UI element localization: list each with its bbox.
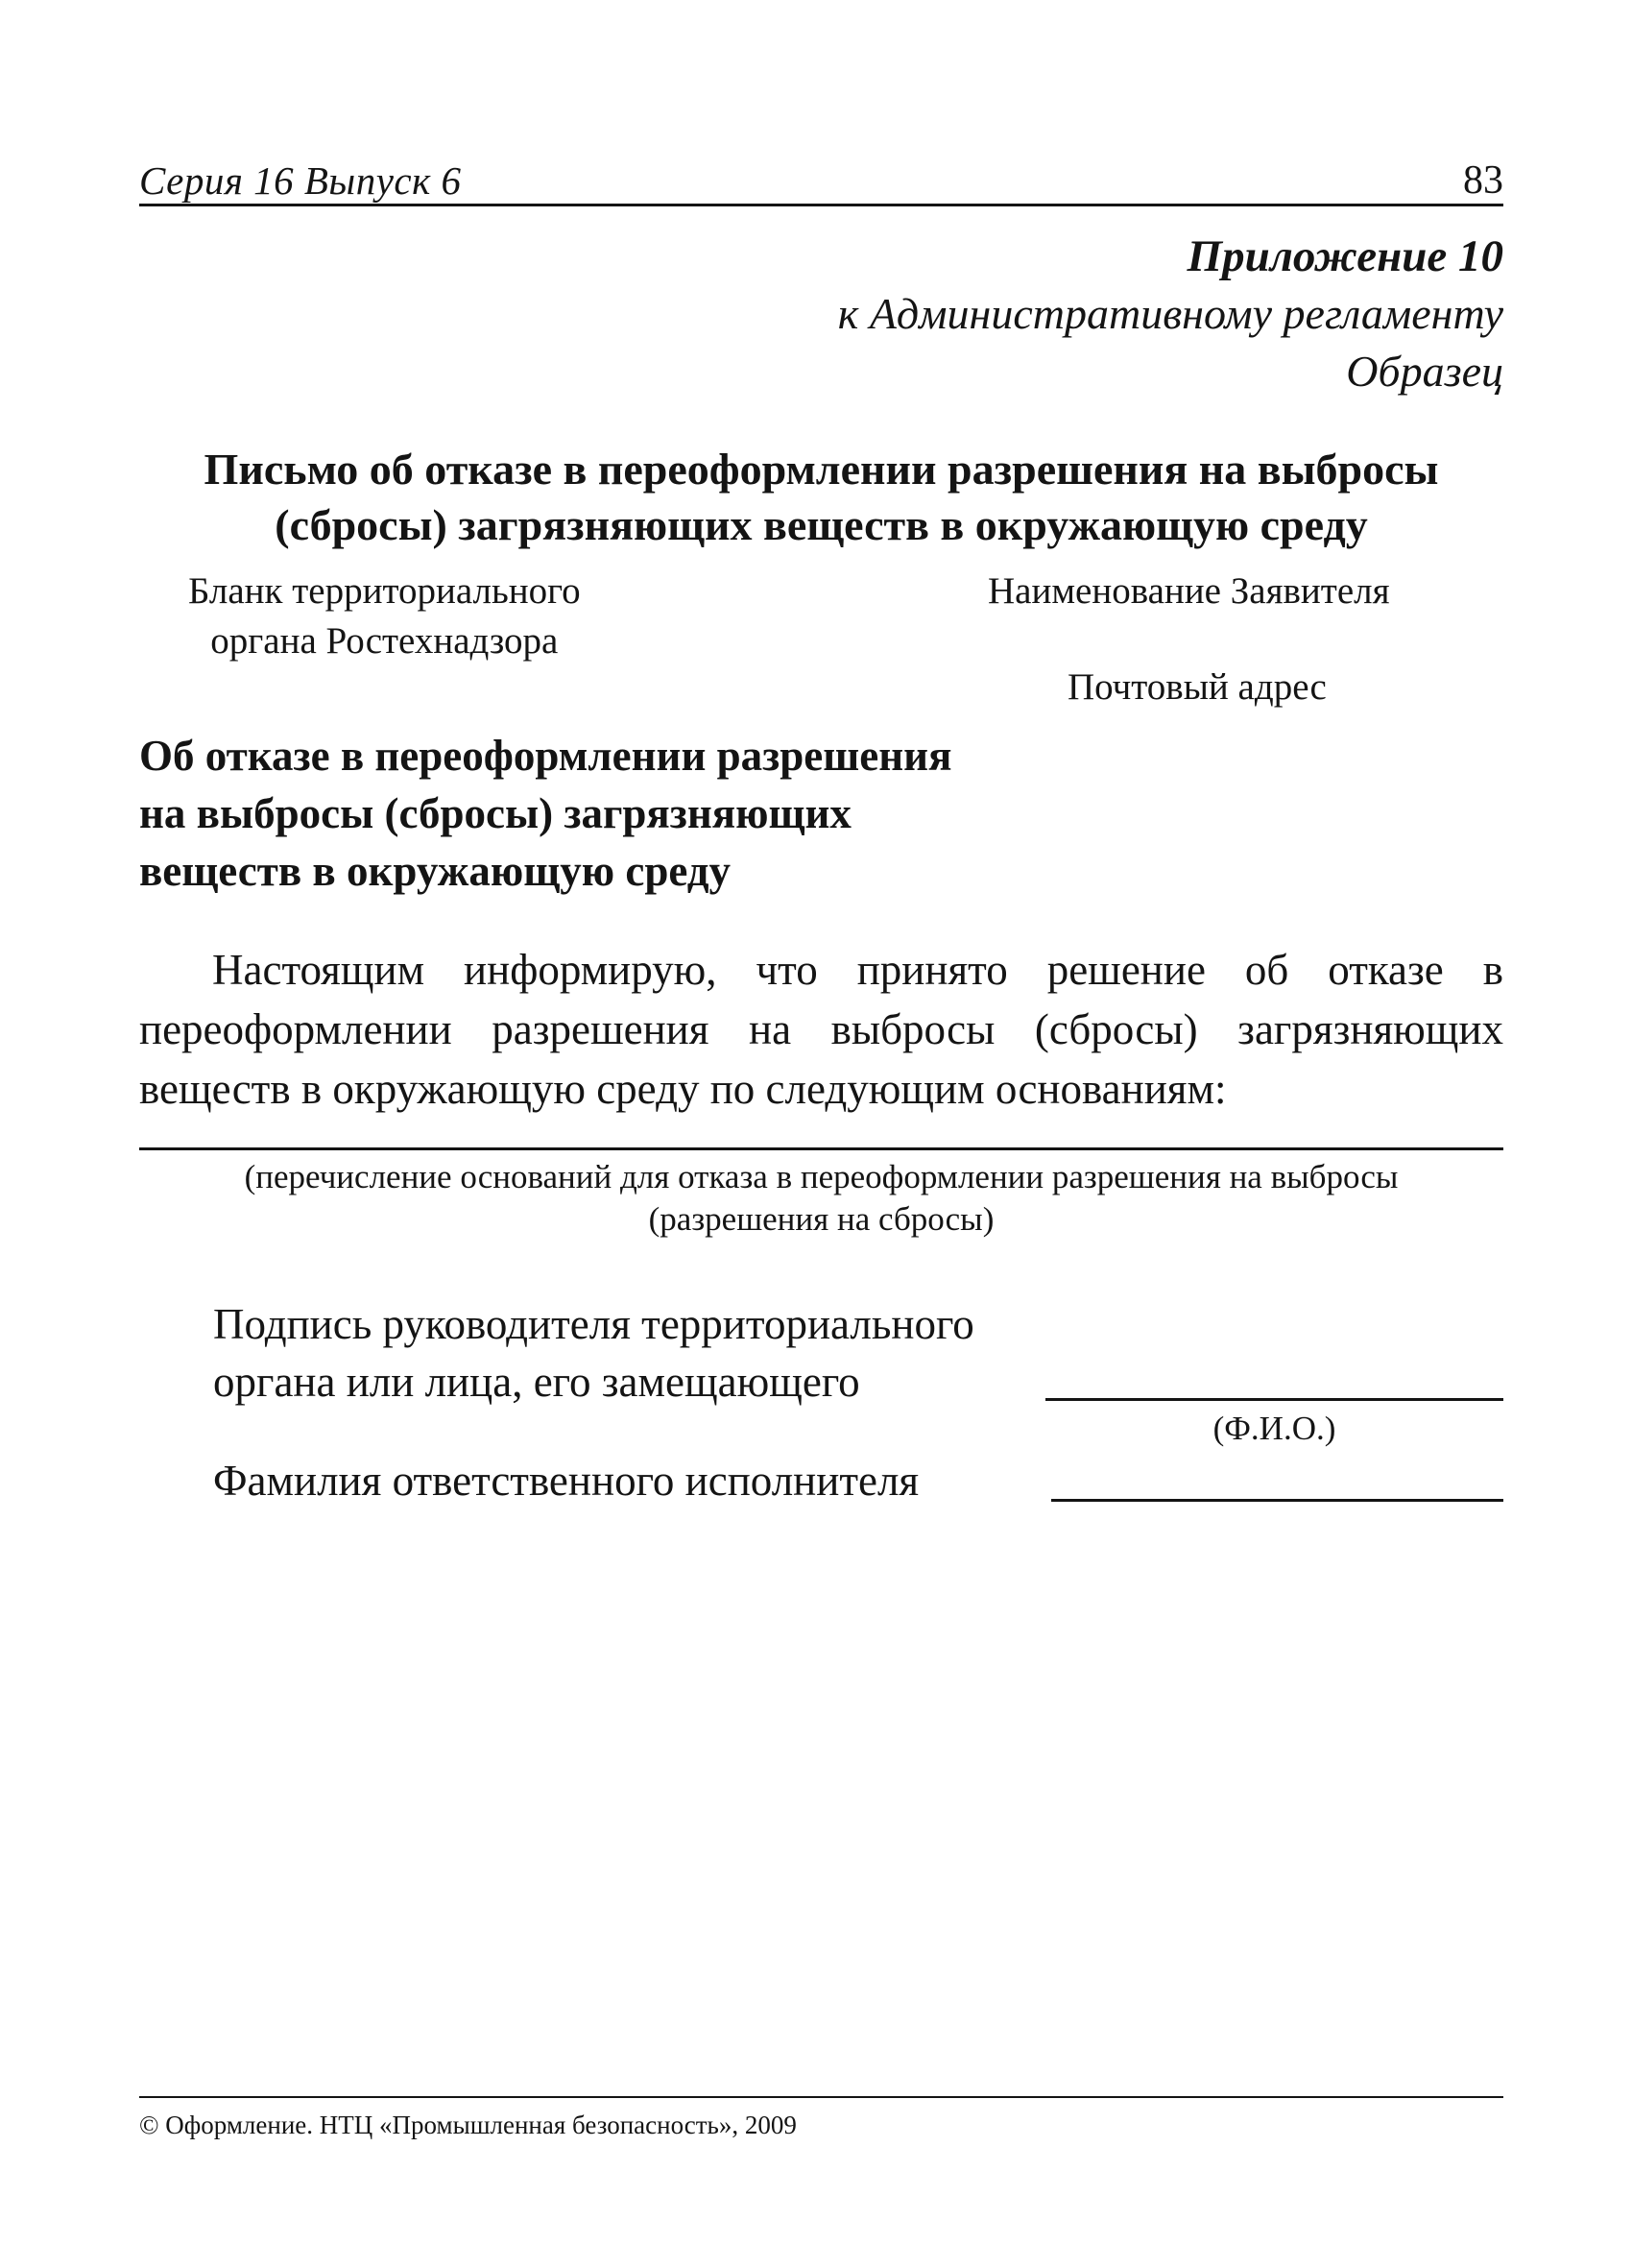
header-divider: [139, 204, 1503, 206]
signature-label-line-1: Подпись руководителя территориального: [213, 1300, 974, 1348]
appendix-title: Приложение 10: [1187, 231, 1503, 281]
signature-label-line-2: органа или лица, его замещающего: [213, 1358, 860, 1406]
executor-fill-line: [1051, 1499, 1503, 1502]
subject-line-2: на выбросы (сбросы) загрязняющих: [139, 789, 852, 837]
applicant-name-label: Наименование Заявителя: [988, 570, 1390, 612]
signature-fill-line: [1045, 1398, 1503, 1401]
signature-label: [213, 1295, 974, 1411]
letterhead-label: [188, 567, 581, 666]
letterhead-line-2: органа Ростехнадзора: [210, 620, 559, 662]
subject-line-1: Об отказе в переоформлении разрешения: [139, 732, 952, 780]
signature-name-caption: (Ф.И.О.): [1212, 1410, 1336, 1447]
document-title-line-1: Письмо об отказе в переоформлении разрешения на выбросы: [204, 445, 1439, 494]
page-number: 83: [1463, 158, 1503, 203]
postal-address-label: Почтовый адрес: [1068, 666, 1327, 708]
series-label: Серия 16 Выпуск 6: [139, 158, 462, 203]
grounds-caption: [139, 1156, 1503, 1241]
document-title-line-2: (сбросы) загрязняющих веществ в окружающую среду: [275, 500, 1368, 549]
copyright-footer: © Оформление. НТЦ «Промышленная безопасность», 2009: [139, 2111, 797, 2139]
footer-divider: [139, 2096, 1503, 2098]
grounds-fill-line: [139, 1147, 1503, 1150]
subject-heading: [139, 727, 951, 900]
body-paragraph: Настоящим информирую, что принято решение об отказе в переоформлении разрешения на выбросы (сбросы) загрязняющих веществ в окружающую среду по следующим основаниям:: [139, 946, 1503, 1113]
appendix-reference: к Административному регламенту: [837, 289, 1503, 338]
executor-label: Фамилия ответственного исполнителя: [213, 1457, 920, 1505]
letterhead-line-1: Бланк территориального: [188, 570, 581, 612]
document-title: [139, 442, 1503, 553]
grounds-caption-line-2: (разрешения на сбросы): [648, 1200, 995, 1238]
sample-label: Образец: [1346, 347, 1503, 396]
grounds-caption-line-1: (перечисление оснований для отказа в переоформлении разрешения на выбросы: [244, 1158, 1399, 1195]
subject-line-3: веществ в окружающую среду: [139, 847, 732, 895]
